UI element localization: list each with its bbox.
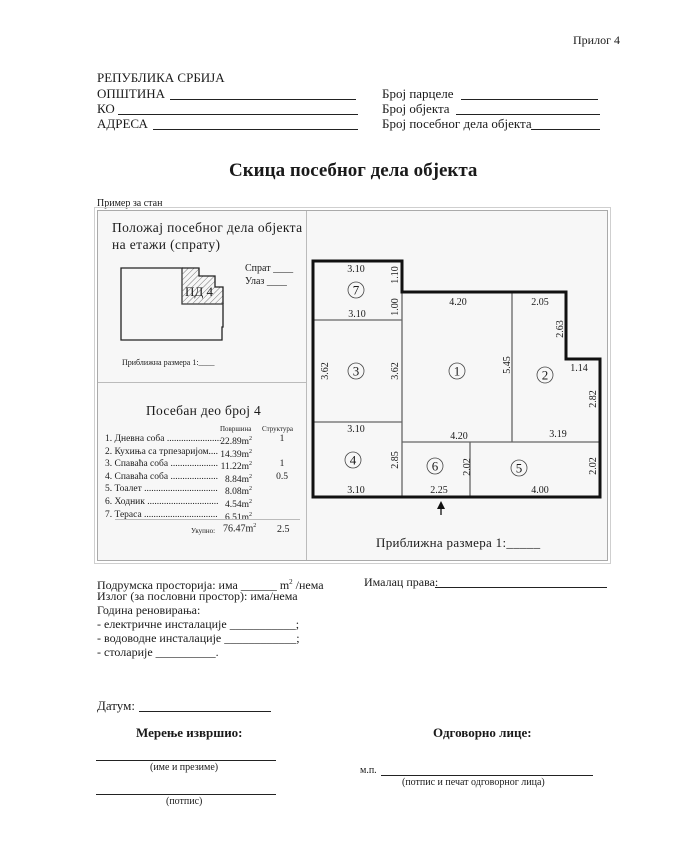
room-structure: 0.5	[276, 471, 288, 482]
room-name: Спаваћа соба ....................	[114, 459, 218, 470]
responsible-heading: Одговорно лице:	[433, 725, 532, 740]
room-area: $11.22m^2$	[220, 461, 252, 473]
room-number: 1	[453, 363, 461, 379]
unit-number-label: Број посебног дела објекта	[382, 116, 532, 131]
responsible-caption: (потпис и печат одговорног лица)	[402, 777, 545, 788]
room-number: 7	[352, 282, 360, 298]
dimension-label-r1-bottom: 4.20	[450, 431, 468, 442]
municipality-label: ОПШТИНА	[97, 86, 165, 101]
unit-number-field[interactable]	[531, 129, 600, 130]
room-number: 2	[541, 367, 549, 383]
measured-by-heading: Мерење извршио:	[136, 725, 243, 740]
floor-label[interactable]: Спрат ____	[245, 263, 294, 274]
date-label: Датум:	[97, 698, 135, 713]
responsible-signature-field[interactable]	[381, 775, 593, 776]
room-table-row	[105, 497, 218, 508]
ko-label: КО	[97, 101, 115, 116]
dimension-label-r5-bottom: 4.00	[531, 485, 549, 496]
room-table-row	[105, 472, 218, 483]
frame-divider-horizontal	[98, 382, 306, 383]
object-number-field[interactable]	[456, 114, 600, 115]
room-name: Ходник ..............................	[114, 497, 219, 507]
entrance-label[interactable]: Улаз ____	[245, 276, 287, 287]
page-title: Скица посебног дела објекта	[229, 160, 478, 181]
room-name: Тоалет ...............................	[114, 484, 218, 495]
object-number-label: Број објекта	[382, 101, 450, 116]
municipality-field[interactable]	[170, 99, 356, 100]
room-no: 5.	[105, 484, 113, 495]
total-area: $76.47m^2$	[223, 523, 257, 535]
dimension-label-r4-top: 3.10	[347, 424, 365, 435]
example-label: Пример за стан	[97, 198, 163, 209]
table-divider	[115, 519, 300, 520]
position-heading-line1: Положај посебног дела објекта	[112, 220, 303, 235]
address-field[interactable]	[153, 129, 358, 130]
address-label: АДРЕСА	[97, 116, 148, 131]
room-no: 2.	[105, 446, 113, 457]
room-area: $8.84m^2$	[224, 473, 252, 485]
dimension-label-r4-right: 2.85	[390, 451, 401, 469]
room-table-row	[105, 459, 218, 470]
room-number: 3	[352, 363, 360, 379]
rights-holder-field[interactable]	[435, 587, 607, 588]
room-name: Дневна соба .......................	[114, 434, 222, 444]
date-field[interactable]	[139, 711, 271, 712]
room-name: Тераса ...............................	[114, 509, 218, 520]
dimension-label-r6-right: 2.02	[462, 458, 473, 476]
plan-scale-label[interactable]: Приближна размера 1:_____	[376, 535, 541, 550]
room-structure: 1	[279, 459, 285, 470]
name-field[interactable]	[96, 760, 276, 761]
floor-position-diagram	[115, 262, 240, 352]
room-number: 5	[515, 460, 523, 476]
dimension-label-r2-right: 2.82	[588, 390, 599, 408]
room-structure: 1	[279, 434, 285, 444]
signature-caption: (потпис)	[166, 796, 203, 807]
dimension-label-r7-top: 3.10	[347, 264, 365, 275]
total-structure: 2.5	[277, 524, 290, 535]
room-area: $14.39m^2$	[220, 448, 252, 460]
room-table-row	[105, 447, 218, 458]
position-scale-label[interactable]: Приближна размера 1:____	[122, 358, 215, 367]
dimension-label-r4-bottom: 3.10	[347, 485, 365, 496]
signature-field[interactable]	[96, 794, 276, 795]
annex-label: Прилог 4	[573, 33, 620, 47]
room-no: 1.	[105, 434, 113, 444]
room-number: 6	[431, 458, 439, 474]
dimension-label-r1-top: 4.20	[449, 297, 467, 308]
position-heading-line2: на етажи (спрату)	[112, 237, 221, 252]
dimension-label-r1-right: 5.45	[502, 356, 513, 374]
stamp-label: м.п.	[360, 765, 377, 776]
parcel-number-label: Број парцеле	[382, 86, 454, 101]
dimension-label-r2-step-vertical: 2.63	[555, 320, 566, 338]
republic-label: РЕПУБЛИКА СРБИЈА	[97, 70, 225, 85]
electrical-line[interactable]: - електричне инсталације ___________;	[97, 617, 300, 631]
dimension-label-r2-step-horizontal: 1.14	[570, 363, 588, 374]
dimension-label-r3-left: 3.62	[320, 362, 331, 380]
dimension-label-r3-right: 3.62	[390, 362, 401, 380]
room-no: 4.	[105, 471, 113, 482]
rights-holder-label: Ималац права:	[364, 575, 439, 589]
renovation-label: Година реновирања:	[97, 603, 201, 617]
floor-plan	[306, 255, 606, 515]
dimension-label-r5-right: 2.02	[588, 457, 599, 475]
dimension-label-r2-top: 2.05	[531, 297, 549, 308]
unit-tag: ПД 4	[185, 284, 214, 299]
room-area: $6.51m^2$	[224, 511, 252, 523]
room-no: 3.	[105, 459, 113, 470]
basement-line: Подрумска просторија: има ______ $m^2$ /нема	[97, 578, 324, 592]
name-caption: (име и презиме)	[150, 762, 219, 773]
dimension-label-r6-bottom: 2.25	[430, 485, 448, 496]
joinery-line[interactable]: - столарије __________.	[97, 645, 219, 659]
room-name: Кухиња са трпезаријом....	[114, 446, 219, 457]
dimension-label-r7-right-upper: 1.10	[390, 266, 401, 284]
room-name: Спаваћа соба ....................	[114, 471, 218, 482]
room-no: 7.	[105, 509, 113, 520]
entrance-arrow-icon	[437, 501, 445, 515]
room-table-row	[105, 434, 221, 445]
room-no: 6.	[105, 497, 113, 507]
room-table-row	[105, 484, 218, 495]
plumbing-line[interactable]: - водоводне инсталације ____________;	[97, 631, 300, 645]
total-label: Укупно:	[191, 527, 216, 535]
room-area: $22.89m^2$	[220, 436, 252, 448]
col-area-header: Површина	[220, 425, 252, 433]
dimension-label-r7-bottom: 3.10	[348, 309, 366, 320]
shopwindow-line: Излог (за пословни простор): има/нема	[97, 589, 298, 603]
parcel-number-field[interactable]	[461, 99, 598, 100]
dimension-label-r7-right-lower: 1.00	[390, 298, 401, 316]
ko-field[interactable]	[118, 114, 358, 115]
col-structure-header: Структура	[262, 425, 294, 433]
room-number: 4	[349, 452, 357, 468]
unit-heading: Посебан део број 4	[146, 403, 262, 418]
room-area: $8.08m^2$	[224, 486, 252, 498]
dimension-label-r2-bottom: 3.19	[549, 429, 567, 440]
room-area: $4.54m^2$	[224, 499, 252, 511]
